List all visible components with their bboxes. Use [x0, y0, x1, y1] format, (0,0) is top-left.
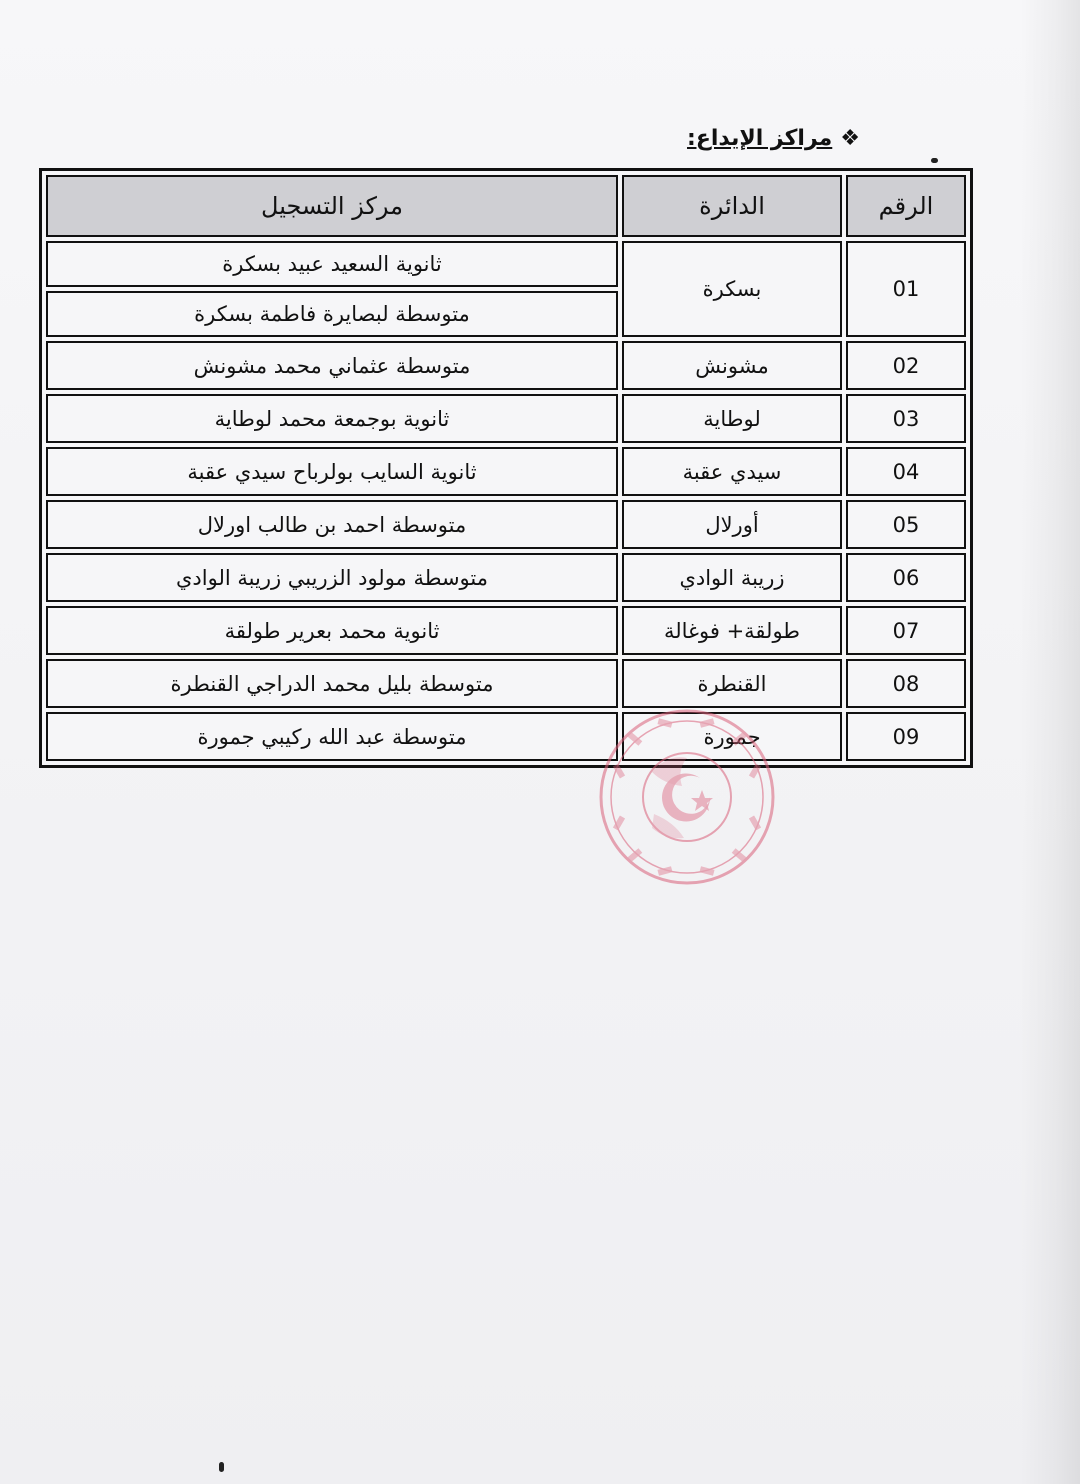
- row-number: 09: [846, 712, 966, 761]
- table-row: [46, 241, 966, 287]
- row-center: متوسطة مولود الزريبي زريبة الوادي: [46, 553, 618, 602]
- row-center: متوسطة بليل محمد الدراجي القنطرة: [46, 659, 618, 708]
- row-number: 06: [846, 553, 966, 602]
- row-daira: أورلال: [622, 500, 842, 549]
- row-daira: القنطرة: [622, 659, 842, 708]
- row-number: 08: [846, 659, 966, 708]
- table-row: [46, 712, 966, 761]
- paper-fold-shadow: [1020, 0, 1080, 1484]
- row-number: 02: [846, 341, 966, 390]
- header-daira: الدائرة: [622, 175, 842, 237]
- row-center: متوسطة لبصايرة فاطمة بسكرة: [46, 291, 618, 337]
- table-row: [46, 659, 966, 708]
- diamond-bullet-icon: ❖: [840, 126, 860, 151]
- registration-centers-table: [39, 168, 973, 768]
- row-center: ثانوية السعيد عبيد بسكرة: [46, 241, 618, 287]
- row-daira: جمورة: [622, 712, 842, 761]
- row-daira: مشونش: [622, 341, 842, 390]
- row-number: 01: [846, 241, 966, 337]
- row-center: ثانوية بوجمعة محمد لوطاية: [46, 394, 618, 443]
- section-heading: [687, 126, 860, 151]
- official-seal-icon: [592, 702, 782, 892]
- row-center: متوسطة عثماني محمد مشونش: [46, 341, 618, 390]
- row-daira: لوطاية: [622, 394, 842, 443]
- row-center: ثانوية السايب بولرباح سيدي عقبة: [46, 447, 618, 496]
- row-daira: طولقة+ فوغالة: [622, 606, 842, 655]
- table-row: [46, 500, 966, 549]
- ink-dot: [219, 1462, 224, 1472]
- table-row: [46, 606, 966, 655]
- table-row: [46, 341, 966, 390]
- row-number: 03: [846, 394, 966, 443]
- table-header-row: [46, 175, 966, 237]
- ink-dot: [931, 158, 938, 163]
- row-number: 04: [846, 447, 966, 496]
- row-number: 05: [846, 500, 966, 549]
- row-center: متوسطة احمد بن طالب اورلال: [46, 500, 618, 549]
- header-number: الرقم: [846, 175, 966, 237]
- row-daira: زريبة الوادي: [622, 553, 842, 602]
- row-number: 07: [846, 606, 966, 655]
- row-center: متوسطة عبد الله ركيبي جمورة: [46, 712, 618, 761]
- row-daira: بسكرة: [622, 241, 842, 337]
- table-row: [46, 447, 966, 496]
- header-center: مركز التسجيل: [46, 175, 618, 237]
- table-row: [46, 394, 966, 443]
- row-daira: سيدي عقبة: [622, 447, 842, 496]
- row-center: ثانوية محمد بعرير طولقة: [46, 606, 618, 655]
- table-row: [46, 553, 966, 602]
- section-heading-text: مراكز الإيداع:: [687, 126, 833, 151]
